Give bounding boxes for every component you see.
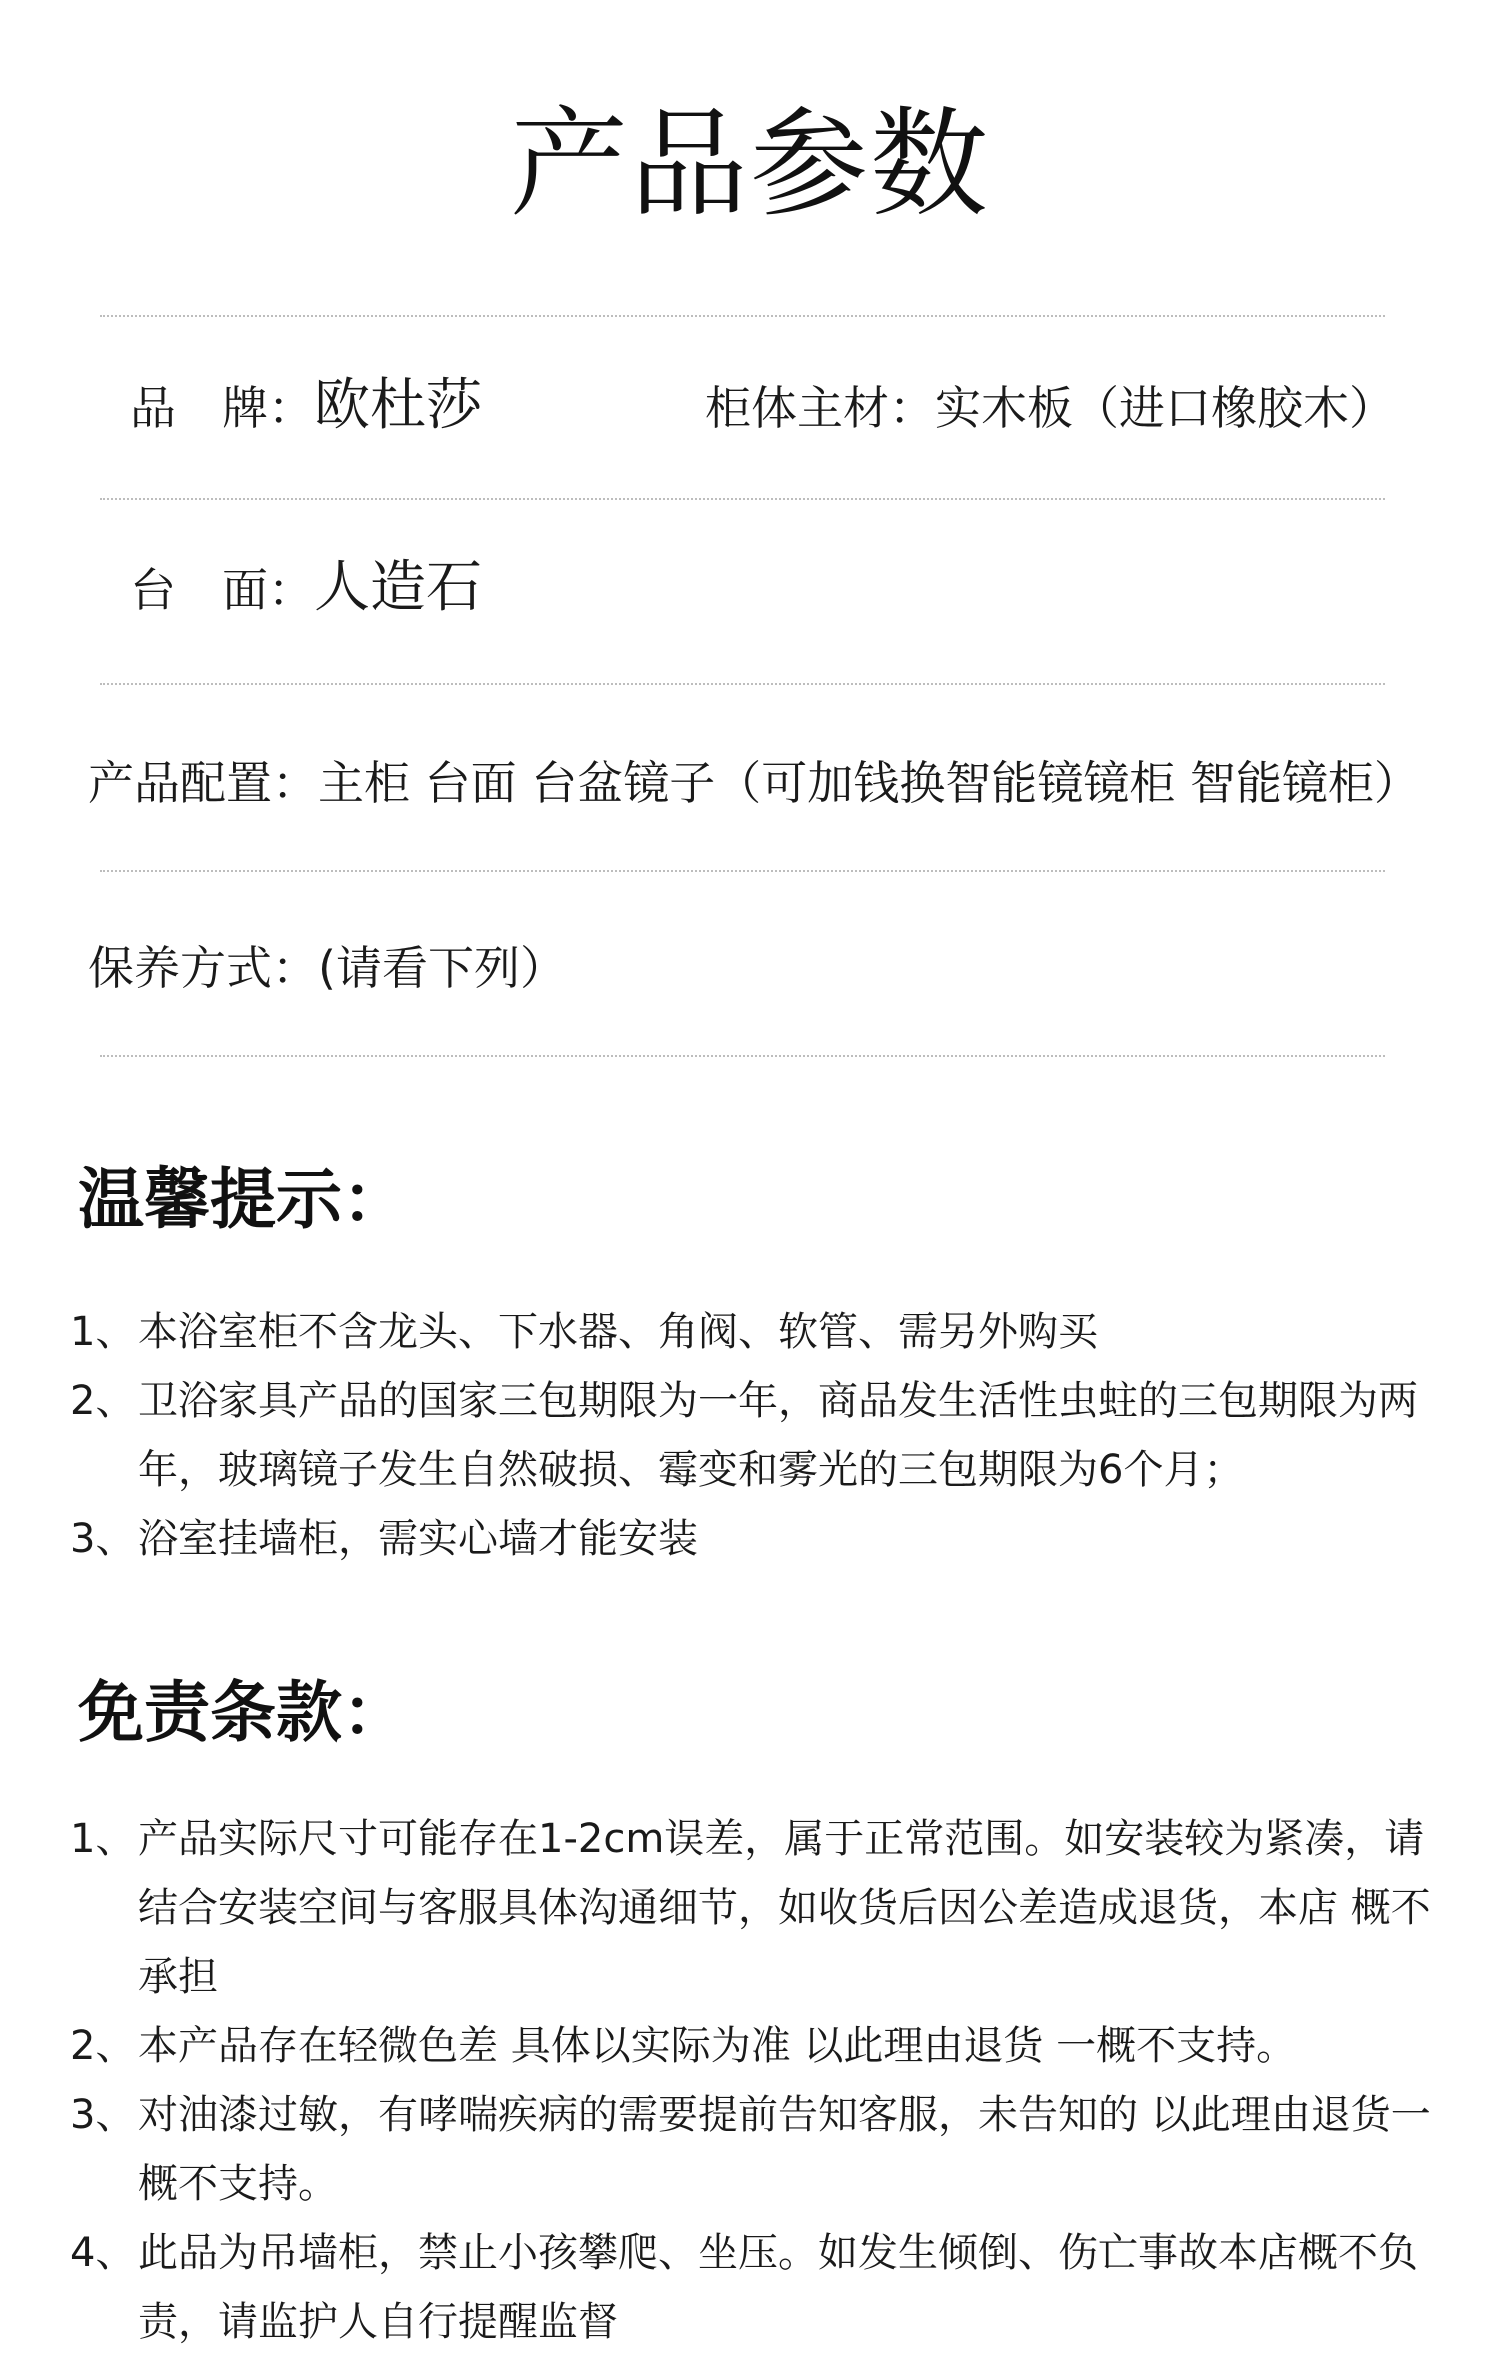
- param-label: 保养方式：: [88, 941, 318, 995]
- divider: [100, 315, 1385, 317]
- param-configuration: [88, 756, 1420, 810]
- param-cabinet-material: [705, 381, 1395, 435]
- list-item: [70, 2012, 1450, 2081]
- divider: [100, 1055, 1385, 1057]
- disclaimer-heading: 免责条款：: [78, 1674, 408, 1751]
- divider: [100, 498, 1385, 500]
- param-label: 台 面：: [130, 563, 314, 617]
- list-item: [70, 2081, 1450, 2219]
- list-item: [70, 1505, 1450, 1574]
- list-item-text: 本产品存在轻微色差 具体以实际为准 以此理由退货 一概不支持。: [138, 2023, 1297, 2069]
- divider: [100, 683, 1385, 685]
- list-item-text: 此品为吊墙柜，禁止小孩攀爬、坐压。如发生倾倒、伤亡事故本店概不负责，请监护人自行提醒监督: [138, 2230, 1418, 2345]
- list-item-number: 1、: [70, 1816, 136, 1862]
- param-countertop: [130, 555, 482, 620]
- tips-heading: 温馨提示：: [78, 1161, 408, 1238]
- disclaimer-list: [70, 1805, 1450, 2357]
- param-value: 欧杜莎: [314, 373, 482, 438]
- param-label: 产品配置：: [88, 756, 318, 810]
- param-brand: [130, 373, 482, 438]
- param-label: 柜体主材：: [705, 381, 935, 435]
- list-item: [70, 1805, 1450, 2012]
- param-maintenance: [88, 941, 566, 995]
- param-value: 实木板（进口橡胶木）: [935, 381, 1395, 435]
- list-item-number: 3、: [70, 2092, 136, 2138]
- tips-list: [70, 1298, 1450, 1574]
- list-item-number: 4、: [70, 2230, 136, 2276]
- list-item-number: 1、: [70, 1309, 136, 1355]
- divider: [100, 870, 1385, 872]
- list-item-text: 卫浴家具产品的国家三包期限为一年，商品发生活性虫蛀的三包期限为两年，玻璃镜子发生自然破损、霉变和雾光的三包期限为6个月；: [138, 1378, 1418, 1493]
- list-item: [70, 1298, 1450, 1367]
- param-label: 品 牌：: [130, 381, 314, 435]
- page-title: 产品参数: [509, 95, 990, 233]
- list-item-text: 对油漆过敏，有哮喘疾病的需要提前告知客服，未告知的 以此理由退货一概不支持。: [138, 2092, 1431, 2207]
- list-item-text: 浴室挂墙柜，需实心墙才能安装: [138, 1516, 698, 1562]
- list-item-number: 2、: [70, 2023, 136, 2069]
- param-value: 主柜 台面 台盆镜子（可加钱换智能镜镜柜 智能镜柜）: [318, 756, 1420, 810]
- list-item: [70, 1367, 1450, 1505]
- list-item: [70, 2219, 1450, 2357]
- list-item-text: 本浴室柜不含龙头、下水器、角阀、软管、需另外购买: [138, 1309, 1098, 1355]
- list-item-number: 3、: [70, 1516, 136, 1562]
- param-value: 人造石: [314, 555, 482, 620]
- param-value: (请看下列）: [318, 941, 566, 995]
- list-item-number: 2、: [70, 1378, 136, 1424]
- list-item-text: 产品实际尺寸可能存在1-2cm误差，属于正常范围。如安装较为紧凑，请结合安装空间与客服具体沟通细节，如收货后因公差造成退货，本店 概不承担: [138, 1816, 1431, 2000]
